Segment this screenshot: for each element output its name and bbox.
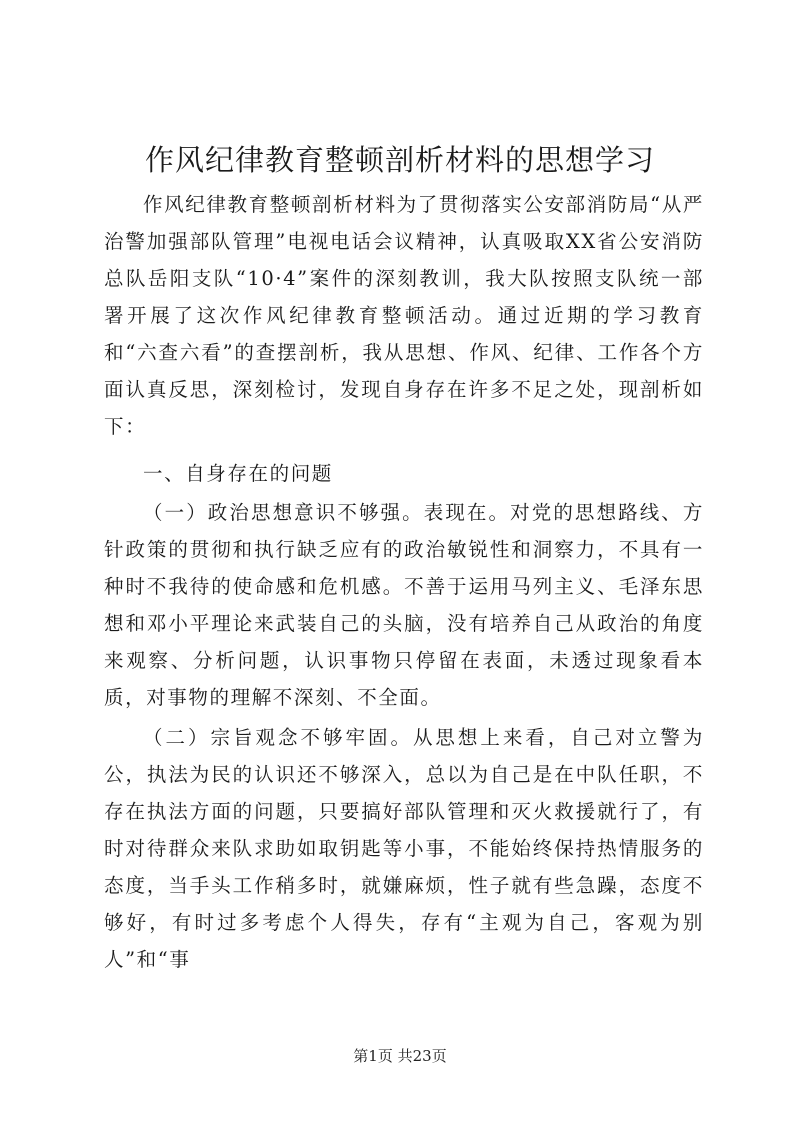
- intro-paragraph: 作风纪律教育整顿剖析材料为了贯彻落实公安部消防局“从严治警加强部队管理”电视电话会议精神，认真吸取XX省公安消防总队岳阳支队“10·4”案件的深刻教训，我大队按照支队统一部署开展了这次作风纪律教育整顿活动。通过近期的学习教育和“六查六看”的查摆剖析，我从思想、作风、纪律、工作各个方面认真反思，深刻检讨，发现自身存在许多不足之处，现剖析如下：: [104, 193, 704, 438]
- page-number-label: 第1页 共23页: [353, 1047, 447, 1065]
- item-paragraph-2: （二）宗旨观念不够牢固。从思想上来看，自己对立警为公，执法为民的认识还不够深入，总以为自己是在中队任职，不存在执法方面的问题，只要搞好部队管理和灭火救援就行了，有时对待群众来队求助如取钥匙等小事，不能始终保持热情服务的态度，当手头工作稍多时，就嫌麻烦，性子就有些急躁，态度不够好，有时过多考虑个人得失，存有“主观为自己，客观为别人”和“事: [104, 726, 704, 971]
- section-heading: 一、自身存在的问题: [143, 462, 333, 485]
- page-footer: [0, 1046, 800, 1066]
- item-paragraph-1: （一）政治思想意识不够强。表现在。对党的思想路线、方针政策的贯彻和执行缺乏应有的政治敏锐性和洞察力，不具有一种时不我待的使命感和危机感。不善于运用马列主义、毛泽东思想和邓小平理论来武装自己的头脑，没有培养自己从政治的角度来观察、分析问题，认识事物只停留在表面，未透过现象看本质，对事物的理解不深刻、不全面。: [104, 501, 704, 709]
- document-body: [104, 186, 704, 978]
- document-title: 作风纪律教育整顿剖析材料的思想学习: [144, 143, 655, 177]
